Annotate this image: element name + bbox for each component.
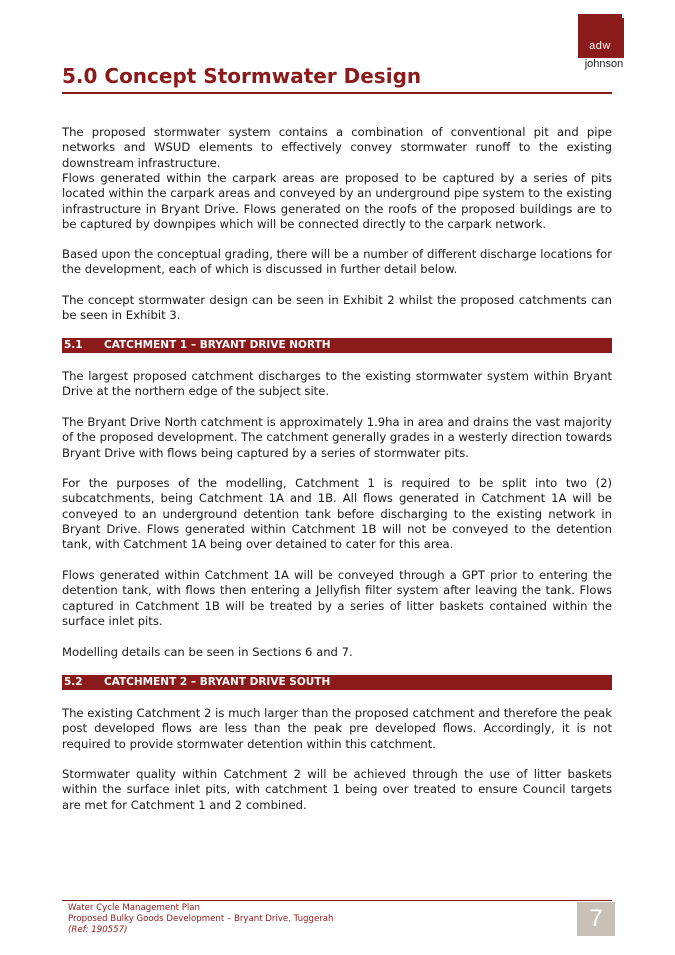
intro-paragraph-1: The proposed stormwater system contains a combination of conventional pit and pipe networks and WSUD elements to effectively convey stormwater runoff to the existing downstream infrastructure. (62, 125, 612, 170)
intro-paragraph-2: Flows generated within the carpark areas are proposed to be captured by a series of pits located within the carpark areas and conveyed by an underground pipe system to the existing infrastructure in Bryant Drive. Flows generated on the roofs of the proposed buildings are to be captured by downpipes which will be connected directly to the carpark network. (62, 171, 612, 231)
section1-paragraph-1: The largest proposed catchment discharges to the existing stormwater system within Bryant Drive at the northern edge of the subject site. (62, 369, 612, 399)
footer-project: Proposed Bulky Goods Development – Bryant Drive, Tuggerah (68, 914, 334, 924)
page-title: 5.0 Concept Stormwater Design (62, 64, 422, 88)
section1-paragraph-3: For the purposes of the modelling, Catchment 1 is required to be split into two (2) subcatchments, being Catchment 1A and 1B. All flows generated in Catchment 1A will be conveyed to an underground detention tank before discharging to the existing network in Bryant Drive. Flows generated within Catchment 1B will not be conveyed to the detention tank, with Catchment 1A being over detained to cater for this area. (62, 476, 612, 552)
logo-mark-text: adw (589, 40, 611, 52)
footer-rule (62, 900, 612, 901)
section-heading-5-2 (62, 675, 612, 690)
title-underline (62, 92, 612, 94)
intro-paragraph-4: The concept stormwater design can be seen in Exhibit 2 whilst the proposed catchments can be seen in Exhibit 3. (62, 293, 612, 323)
section-title: CATCHMENT 2 – BRYANT DRIVE SOUTH (104, 676, 331, 688)
section-number: 5.1 (64, 339, 83, 351)
intro-paragraph-3: Based upon the conceptual grading, there will be a number of different discharge locations for the development, each of which is discussed in further detail below. (62, 247, 612, 277)
footer-document-title: Water Cycle Management Plan (68, 903, 200, 913)
page-number: 7 (589, 905, 603, 932)
company-logo (578, 14, 630, 72)
footer-reference: (Ref: 190557) (68, 925, 128, 935)
section1-paragraph-2: The Bryant Drive North catchment is approximately 1.9ha in area and drains the vast majority of the proposed development. The catchment generally grades in a westerly direction towards Bryant Drive with flows being captured by a series of stormwater pits. (62, 415, 612, 460)
section1-paragraph-4: Flows generated within Catchment 1A will be conveyed through a GPT prior to entering the detention tank, with flows then entering a Jellyfish filter system after leaving the tank. Flows captured in Catchment 1B will be treated by a series of litter baskets contained within the surface inlet pits. (62, 568, 612, 628)
section1-paragraph-5: Modelling details can be seen in Sections 6 and 7. (62, 645, 353, 659)
section-title: CATCHMENT 1 – BRYANT DRIVE NORTH (104, 339, 331, 351)
section2-paragraph-1: The existing Catchment 2 is much larger than the proposed catchment and therefore the peak post developed flows are less than the peak pre developed flows. Accordingly, it is not required to provide stormwater detention within this catchment. (62, 706, 612, 751)
section-heading-5-1 (62, 338, 612, 353)
logo-bar (622, 18, 624, 58)
logo-wordmark: johnson (584, 58, 624, 70)
section-number: 5.2 (64, 676, 83, 688)
section2-paragraph-2: Stormwater quality within Catchment 2 will be achieved through the use of litter baskets within the surface inlet pits, with catchment 1 being over treated to ensure Council targets are met for Catchment 1 and 2 combined. (62, 767, 612, 812)
